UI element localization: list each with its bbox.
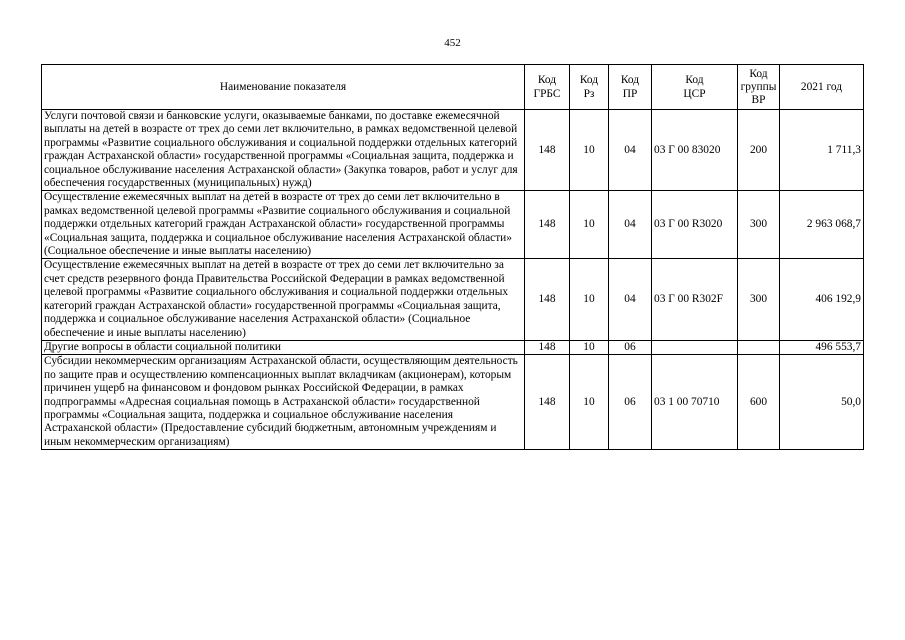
row-csr: 03 1 00 70710: [652, 355, 738, 450]
row-csr: 03 Г 00 R302F: [652, 259, 738, 340]
row-vr: 600: [738, 355, 780, 450]
row-grbs: 148: [525, 340, 570, 354]
row-value: 50,0: [780, 355, 864, 450]
row-value: 496 553,7: [780, 340, 864, 354]
row-rz: 10: [570, 355, 609, 450]
header-csr: Код ЦСР: [652, 65, 738, 110]
row-name: Осуществление ежемесячных выплат на детей в возрасте от трех до семи лет включительно за счет средств резервного фонда Правительства Российской Федерации в рамках ведомственной целевой программы «Развитие социального обслуживания и социальной поддержки отдельных категорий граждан Астраханской области» государственной программы «Социальная защита, поддержка и социальное обслуживание населения Астраханской области» (Социальное обеспечение и иные выплаты населению): [42, 259, 525, 340]
row-csr: [652, 340, 738, 354]
header-name: Наименование показателя: [42, 65, 525, 110]
header-grbs: Код ГРБС: [525, 65, 570, 110]
row-vr: 300: [738, 191, 780, 259]
row-pr: 04: [609, 110, 652, 191]
table-row: [42, 110, 864, 191]
row-rz: 10: [570, 191, 609, 259]
row-pr: 04: [609, 259, 652, 340]
header-pr: Код ПР: [609, 65, 652, 110]
row-pr: 04: [609, 191, 652, 259]
row-value: 1 711,3: [780, 110, 864, 191]
row-rz: 10: [570, 259, 609, 340]
row-value: 2 963 068,7: [780, 191, 864, 259]
header-year: 2021 год: [780, 65, 864, 110]
header-rz: Код Рз: [570, 65, 609, 110]
header-vr: Код группы ВР: [738, 65, 780, 110]
row-name: Услуги почтовой связи и банковские услуги, оказываемые банками, по доставке ежемесячной выплаты на детей в возрасте от трех до семи лет включительно, в рамках ведомственной целевой программы «Развитие социального обслуживания и социальной поддержки отдельных категорий граждан Астраханской области» государственной программы «Социальная защита, поддержка и социальное обслуживание населения Астраханской области» (Закупка товаров, работ и услуг для обеспечения государственных (муниципальных) нужд): [42, 110, 525, 191]
row-grbs: 148: [525, 110, 570, 191]
page-number: 452: [444, 37, 461, 49]
row-name: Субсидии некоммерческим организациям Астраханской области, осуществляющим деятельность по защите прав и осуществлению компенсационных выплат вкладчикам (акционерам), которым причинен ущерб на финансовом и фондовом рынках Российской Федерации, в рамках подпрограммы «Адресная социальная помощь в Астраханской области» государственной программы «Социальная защита, поддержка и социальное обслуживание населения Астраханской области» (Предоставление субсидий бюджетным, автономным учреждениям и иным некоммерческим организациям): [42, 355, 525, 450]
budget-table: [41, 64, 864, 450]
row-pr: 06: [609, 355, 652, 450]
table-row: [42, 355, 864, 450]
row-vr: [738, 340, 780, 354]
table-row: [42, 191, 864, 259]
table-row: [42, 340, 864, 354]
row-pr: 06: [609, 340, 652, 354]
row-grbs: 148: [525, 191, 570, 259]
table-header-row: [42, 65, 864, 110]
row-grbs: 148: [525, 355, 570, 450]
row-csr: 03 Г 00 R3020: [652, 191, 738, 259]
row-vr: 200: [738, 110, 780, 191]
table-row: [42, 259, 864, 340]
row-rz: 10: [570, 110, 609, 191]
row-value: 406 192,9: [780, 259, 864, 340]
row-name: Другие вопросы в области социальной политики: [42, 340, 525, 354]
row-csr: 03 Г 00 83020: [652, 110, 738, 191]
row-name: Осуществление ежемесячных выплат на детей в возрасте от трех до семи лет включительно в рамках ведомственной целевой программы «Развитие социального обслуживания и социальной поддержки отдельных категорий граждан Астраханской области» государственной программы «Социальная защита, поддержка и социальное обслуживание населения Астраханской области» (Социальное обеспечение и иные выплаты населению): [42, 191, 525, 259]
row-rz: 10: [570, 340, 609, 354]
row-grbs: 148: [525, 259, 570, 340]
row-vr: 300: [738, 259, 780, 340]
